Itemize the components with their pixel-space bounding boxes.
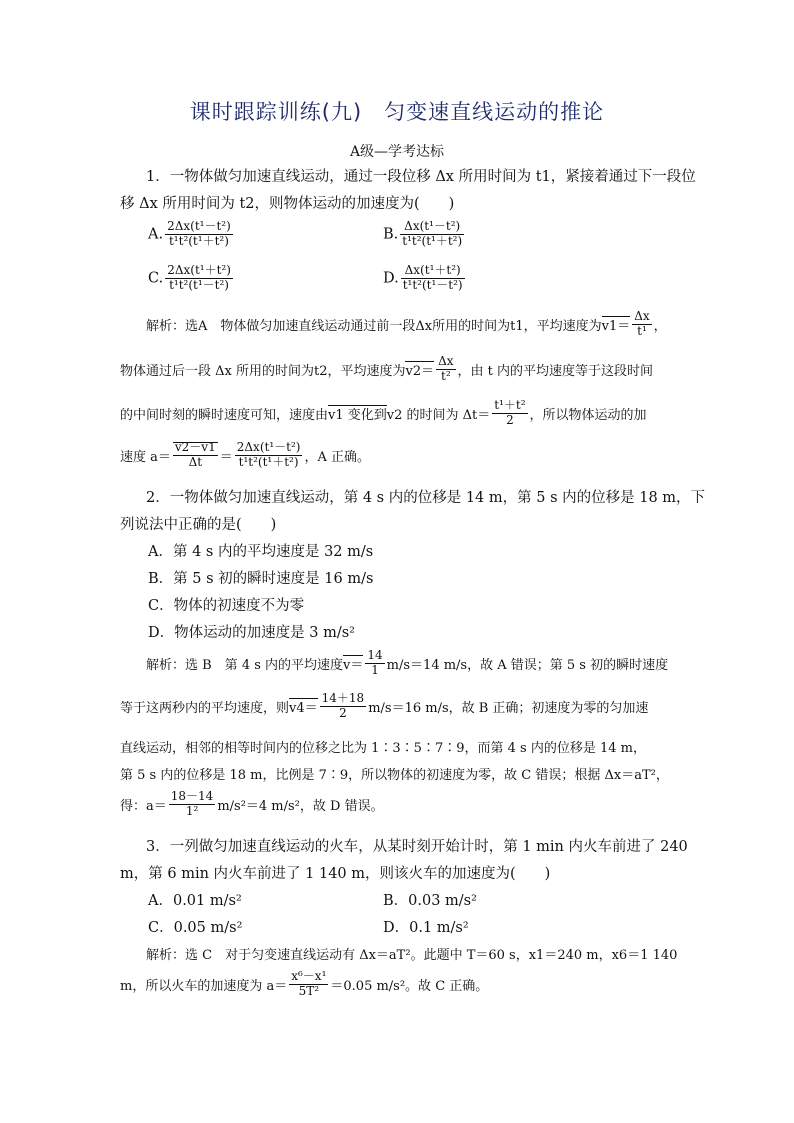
q2-option-d: D．物体运动的加速度是 3 m/s² [148,625,355,641]
q3-option-a: A．0.01 m/s² [148,893,242,909]
q1-option-a: A. $\frac{\text{2Δx(t¹－t²)}}{\text{t¹t²(t¹＋t²)}}$ [148,219,231,248]
q3-answer-line1: 解析：选 C 对于匀变速直线运动有 Δx＝aT²。此题中 T＝60 s，x1＝240 m，x6＝1 140 [146,948,678,963]
q1-stem-line1: 1．一物体做匀加速直线运动，通过一段位移 Δx 所用时间为 t1，紧接着通过下一段位 [146,169,696,185]
q3-option-d: D．0.1 m/s² [383,920,469,936]
q2-stem-line2: 列说法中正确的是( ) [120,517,277,533]
q1-option-c: C. $\frac{\text{2Δx(t¹＋t²)}}{\text{t¹t²(t¹－t²)}}$ [148,263,231,292]
q1-answer-line2: 物体通过后一段 Δx 所用的时间为t2，平均速度为v2＝ $\frac{\Delta x}{\text{t²}}$ ，由 t 内的平均速度等于这段时间 [120,354,654,383]
q1-option-d: D. $\frac{\text{Δx(t¹＋t²)}}{\text{t¹t²(t¹－t²)}}$ [383,263,463,292]
q1-option-b: B. $\frac{\text{Δx(t¹－t²)}}{\text{t¹t²(t¹＋t²)}}$ [383,219,463,248]
q2-answer-line4: 第 5 s 内的位移是 18 m，比例是 7∶9，所以物体的初速度为零，故 C 错误；根据 Δx＝aT²， [120,768,669,783]
q2-answer-line1: 解析：选 B 第 4 s 内的平均速度v＝ $\frac{14}{1}$ m/s＝14 m/s，故 A 错误；第 5 s 初的瞬时速度 [146,648,669,677]
q1-answer-line4: 速度 a＝ $\frac{v2-v1}{\Delta t}$ ＝ $\frac{\text{2Δx(t¹－t²)}}{\text{t¹t²(t¹＋t²)}}$ ，A 正确。 [120,440,370,469]
q3-answer-line2: m，所以火车的加速度为 a＝ $\frac{\text{x⁶－x¹}}{\text{5T²}}$ ＝0.05 m/s²。故 C 正确。 [120,969,489,998]
q2-answer-line3: 直线运动，相邻的相等时间内的位移之比为 1∶3∶5∶7∶9，而第 4 s 内的位移是 14 m， [120,741,646,756]
q2-option-c: C．物体的初速度不为零 [148,598,305,614]
q3-option-b: B．0.03 m/s² [383,893,477,909]
q3-stem-line1: 3．一列做匀加速直线运动的火车，从某时刻开始计时，第 1 min 内火车前进了 240 [146,839,688,855]
q2-answer-line2: 等于这两秒内的平均速度，则v4＝ $\frac{14+18}{2}$ m/s＝16 m/s，故 B 正确；初速度为零的匀加速 [120,691,649,720]
q3-option-c: C．0.05 m/s² [148,920,243,936]
q2-option-b: B．第 5 s 初的瞬时速度是 16 m/s [148,571,374,587]
section-heading: A级—学考达标 [349,144,445,160]
q1-answer-line3: 的中间时刻的瞬时速度可知，速度由v1 变化到v2 的时间为 Δt＝ $\frac{\text{t¹＋t²}}{2}$ ，所以物体运动的加 [120,398,647,427]
q2-option-a: A．第 4 s 内的平均速度是 32 m/s [148,544,374,560]
q3-stem-line2: m，第 6 min 内火车前进了 1 140 m，则该火车的加速度为( ) [120,866,551,882]
q1-stem-line2: 移 Δx 所用时间为 t2，则物体运动的加速度为( ) [120,196,455,212]
q2-stem-line1: 2．一物体做匀加速直线运动，第 4 s 内的位移是 14 m，第 5 s 内的位移是 18 m，下 [146,490,706,506]
q1-answer-line1: 解析：选A 物体做匀加速直线运动通过前一段Δx所用的时间为t1，平均速度为v1＝ $\frac{\Delta x}{\text{t¹}}$ ， [146,309,667,338]
q2-answer-line5: 得：a＝ $\frac{18-14}{\text{1²}}$ m/s²＝4 m/s²，故 D 错误。 [120,789,384,818]
page-title: 课时跟踪训练(九) 匀变速直线运动的推论 [189,100,605,124]
